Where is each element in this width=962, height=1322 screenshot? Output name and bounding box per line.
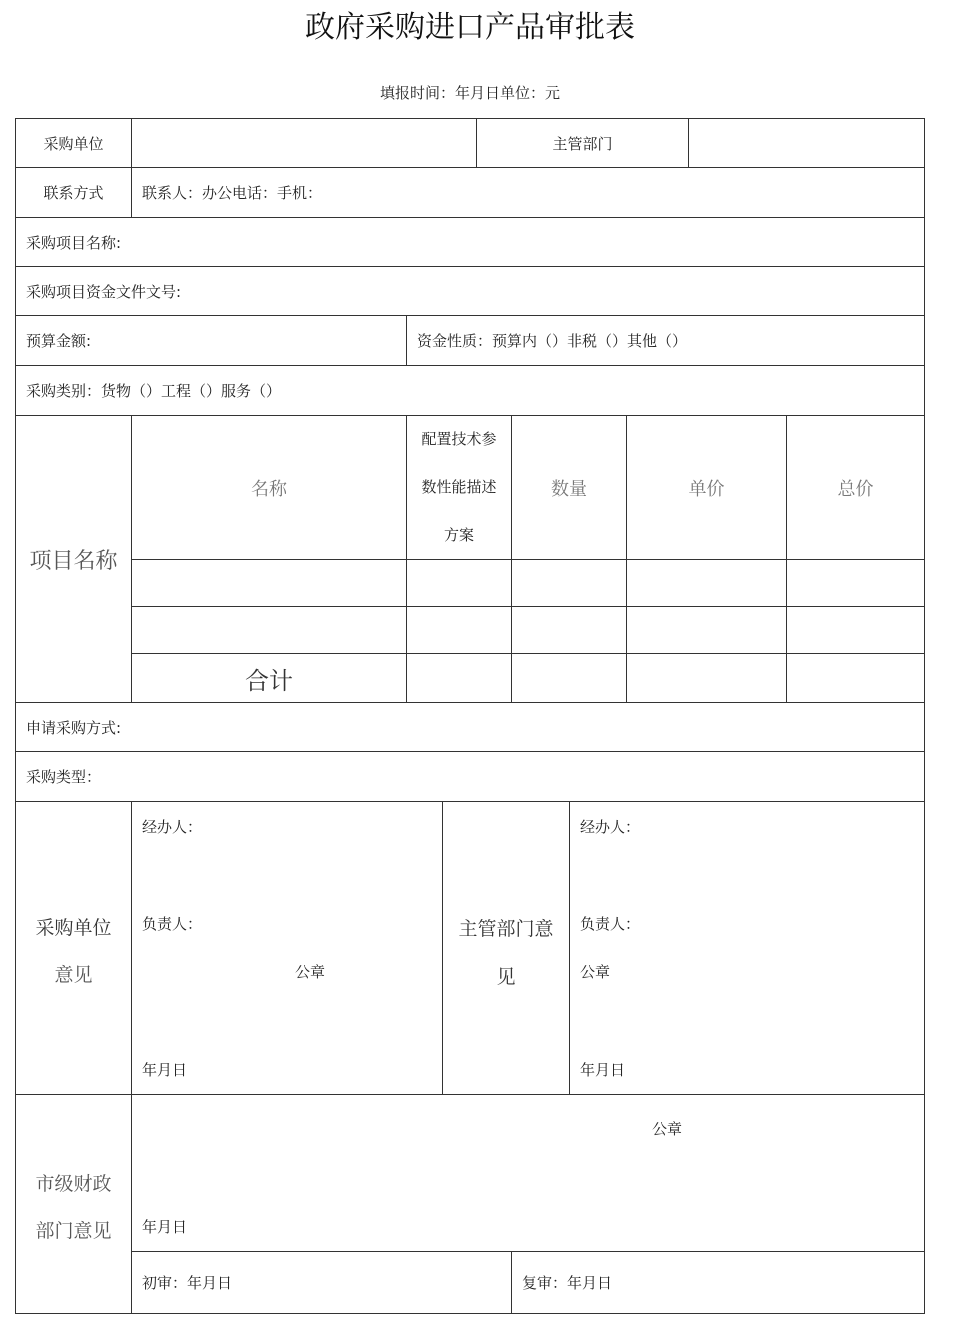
header-total-price: 总价 bbox=[786, 415, 925, 560]
item-cell[interactable] bbox=[786, 559, 925, 607]
supervising-dept-label: 主管部门 bbox=[476, 118, 689, 168]
procurement-type-field[interactable]: 采购类型： bbox=[15, 751, 925, 802]
item-cell[interactable] bbox=[511, 606, 627, 654]
unit-opinion-line2: 意见 bbox=[54, 964, 93, 986]
total-cell[interactable] bbox=[511, 653, 627, 703]
dept-opinion-label bbox=[442, 801, 570, 1095]
unit-opinion-line1: 采购单位 bbox=[35, 917, 112, 939]
dept-seal-label: 公章 bbox=[580, 963, 611, 981]
header-config-line1: 配置技术参 bbox=[421, 430, 497, 448]
item-cell[interactable] bbox=[406, 559, 512, 607]
items-side-label: 项目名称 bbox=[15, 415, 132, 703]
supervising-dept-field[interactable] bbox=[688, 118, 925, 168]
unit-handler-label: 经办人： bbox=[142, 818, 203, 836]
finance-opinion-label bbox=[15, 1094, 132, 1314]
item-cell[interactable] bbox=[511, 559, 627, 607]
finance-label-line1: 市级财政 bbox=[35, 1173, 112, 1195]
total-cell[interactable] bbox=[626, 653, 787, 703]
unit-opinion-label bbox=[15, 801, 132, 1095]
purchasing-unit-field[interactable] bbox=[131, 118, 477, 168]
item-cell[interactable] bbox=[131, 606, 407, 654]
item-cell[interactable] bbox=[131, 559, 407, 607]
item-cell[interactable] bbox=[406, 606, 512, 654]
header-config-line2: 数性能描述 bbox=[421, 478, 497, 496]
total-cell[interactable] bbox=[406, 653, 512, 703]
purchasing-unit-label: 采购单位 bbox=[15, 118, 132, 168]
fill-info: 填报时间：年月日单位：元 bbox=[379, 84, 560, 102]
contact-field[interactable]: 联系人：办公电话：手机： bbox=[131, 167, 925, 218]
first-review-field[interactable]: 初审：年月日 bbox=[131, 1251, 512, 1314]
unit-opinion-area[interactable] bbox=[131, 801, 443, 1095]
dept-handler-label: 经办人： bbox=[580, 818, 641, 836]
total-label: 合计 bbox=[131, 653, 407, 703]
fund-document-field[interactable]: 采购项目资金文件文号: bbox=[15, 266, 925, 316]
header-config bbox=[406, 415, 512, 560]
fund-nature-field[interactable]: 资金性质：预算内（）非税（）其他（） bbox=[406, 315, 925, 366]
contact-label: 联系方式 bbox=[15, 167, 132, 218]
unit-responsible-label: 负责人： bbox=[142, 915, 203, 933]
finance-label-line2: 部门意见 bbox=[35, 1220, 112, 1242]
total-cell[interactable] bbox=[786, 653, 925, 703]
finance-opinion-area[interactable] bbox=[131, 1094, 925, 1252]
header-config-line3: 方案 bbox=[443, 526, 474, 544]
budget-field[interactable]: 预算金额: bbox=[15, 315, 407, 366]
finance-date-label: 年月日 bbox=[142, 1218, 188, 1236]
finance-seal-label: 公章 bbox=[652, 1120, 683, 1138]
item-cell[interactable] bbox=[626, 606, 787, 654]
header-name: 名称 bbox=[131, 415, 407, 560]
form-title: 政府采购进口产品审批表 bbox=[305, 10, 635, 45]
header-quantity: 数量 bbox=[511, 415, 627, 560]
procurement-method-field[interactable]: 申请采购方式: bbox=[15, 702, 925, 752]
unit-seal-label: 公章 bbox=[295, 963, 326, 981]
header-unit-price: 单价 bbox=[626, 415, 787, 560]
item-cell[interactable] bbox=[786, 606, 925, 654]
dept-opinion-line2: 见 bbox=[496, 966, 516, 988]
dept-date-label: 年月日 bbox=[580, 1061, 626, 1079]
project-name-field[interactable]: 采购项目名称: bbox=[15, 217, 925, 267]
dept-responsible-label: 负责人： bbox=[580, 915, 641, 933]
procurement-category-field[interactable]: 采购类别：货物（）工程（）服务（） bbox=[15, 365, 925, 416]
second-review-field[interactable]: 复审：年月日 bbox=[511, 1251, 925, 1314]
unit-date-label: 年月日 bbox=[142, 1061, 188, 1079]
item-cell[interactable] bbox=[626, 559, 787, 607]
dept-opinion-line1: 主管部门意 bbox=[458, 918, 554, 940]
dept-opinion-area[interactable] bbox=[569, 801, 925, 1095]
